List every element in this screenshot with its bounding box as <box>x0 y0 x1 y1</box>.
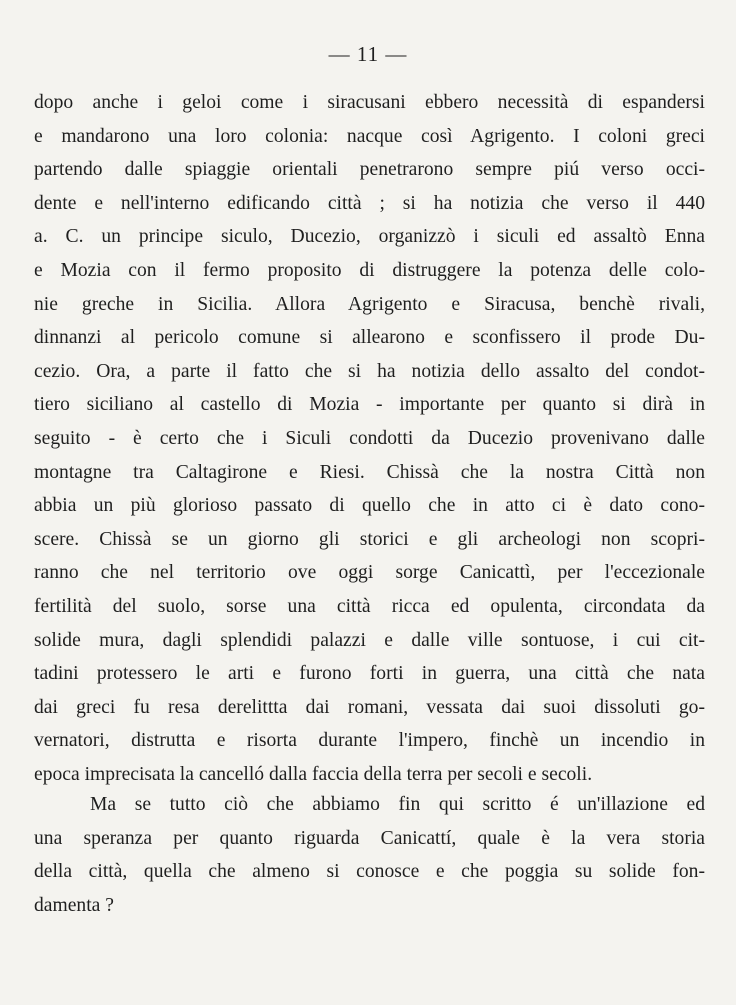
text-line: dinnanzi al pericolo comune si allearono e sconfissero il prode Du- <box>34 327 705 349</box>
text-line: cezio. Ora, a parte il fatto che si ha notizia dello assalto del condot- <box>34 360 705 382</box>
text-line: a. C. un principe siculo, Ducezio, organizzò i siculi ed assaltò Enna <box>34 226 705 248</box>
text-line: dopo anche i geloi come i siracusani ebbero necessità di espandersi <box>34 92 705 113</box>
paragraph-1 <box>34 86 705 791</box>
text-line: Ma se tutto ciò che abbiamo fin qui scritto é un'illazione ed <box>90 794 705 815</box>
text-line: fertilità del suolo, sorse una città ricca ed opulenta, circondata da <box>34 595 705 617</box>
text-line: solide mura, dagli splendidi palazzi e dalle ville sontuose, i cui cit- <box>34 629 705 651</box>
text-line: epoca imprecisata la cancelló dalla faccia della terra per secoli e secoli. <box>34 763 593 785</box>
text-line: partendo dalle spiaggie orientali penetrarono sempre piú verso occi- <box>34 159 705 181</box>
text-line: dai greci fu resa derelittta dai romani, vessata dai suoi dissoluti go- <box>34 696 705 718</box>
text-line: montagne tra Caltagirone e Riesi. Chissà che la nostra Città non <box>34 461 705 483</box>
text-line: e Mozia con il fermo proposito di distruggere la potenza delle colo- <box>34 259 705 281</box>
text-line: abbia un più glorioso passato di quello che in atto ci è dato cono- <box>34 495 705 517</box>
text-line: una speranza per quanto riguarda Canicattí, quale è la vera storia <box>34 827 705 849</box>
paragraph-2 <box>34 788 705 922</box>
text-line: tiero siciliano al castello di Mozia - importante per quanto si dirà in <box>34 394 705 416</box>
text-line: damenta ? <box>34 894 114 916</box>
text-line: della città, quella che almeno si conosce e che poggia su solide fon- <box>34 861 705 883</box>
text-line: e mandarono una loro colonia: nacque così Agrigento. I coloni greci <box>34 125 705 147</box>
text-line: seguito - è certo che i Siculi condotti da Ducezio provenivano dalle <box>34 427 705 449</box>
text-line: scere. Chissà se un giorno gli storici e gli archeologi non scopri- <box>34 528 705 550</box>
text-line: ranno che nel territorio ove oggi sorge Canicattì, per l'eccezionale <box>34 562 705 584</box>
text-line: dente e nell'interno edificando città ; si ha notizia che verso il 440 <box>34 192 705 214</box>
text-line: vernatori, distrutta e risorta durante l'impero, finchè un incendio in <box>34 730 705 752</box>
page-number: — 11 — <box>328 42 408 66</box>
text-line: tadini protessero le arti e furono forti in guerra, una città che nata <box>34 663 705 685</box>
text-line: nie greche in Sicilia. Allora Agrigento e Siracusa, benchè rivali, <box>34 293 705 315</box>
